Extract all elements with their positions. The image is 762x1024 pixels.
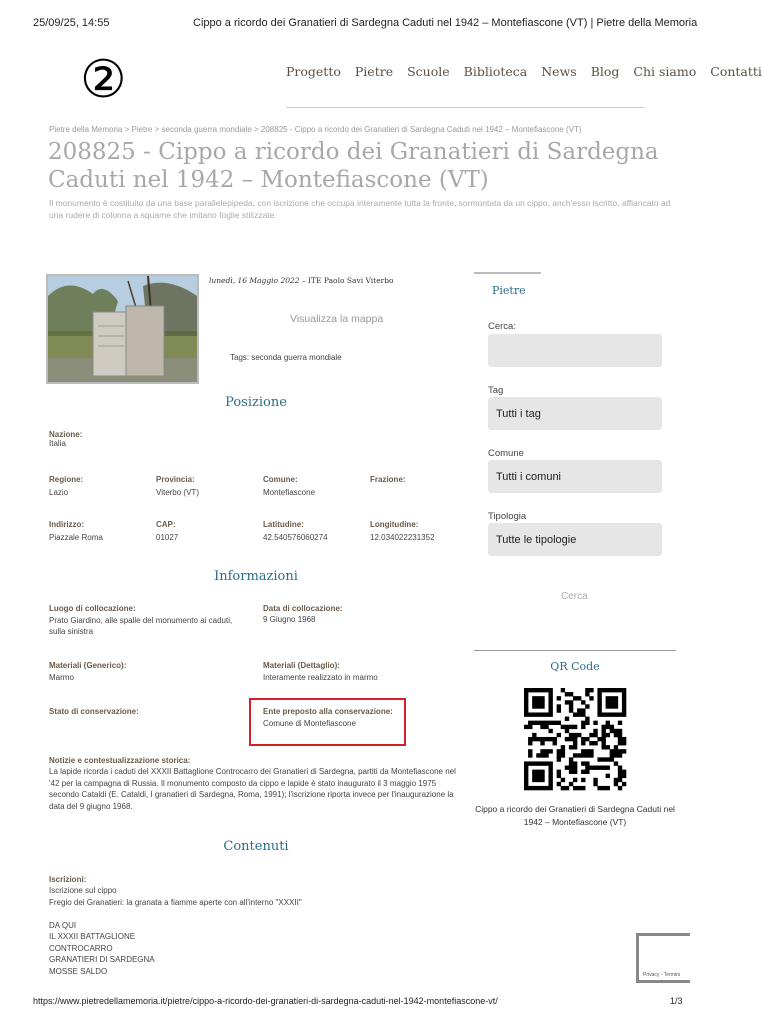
print-page: 1/3 <box>670 996 683 1006</box>
tipologia-select-value: Tutte le tipologie <box>496 533 577 546</box>
nav-pietre[interactable]: Pietre <box>354 64 394 79</box>
field-label: Latitudine: <box>263 520 304 529</box>
tag-select[interactable] <box>488 397 662 430</box>
print-doc-title: Cippo a ricordo dei Granatieri di Sardegna Caduti nel 1942 – Montefiascone (VT) | Pietre della Memoria <box>193 17 698 29</box>
recaptcha-badge[interactable] <box>636 933 690 983</box>
field-cap <box>156 520 178 542</box>
field-value: 9 Giugno 1968 <box>263 615 316 624</box>
field-value: Lazio <box>49 488 69 497</box>
field-materiali-generico <box>49 661 126 682</box>
monument-photo-image <box>48 276 197 382</box>
field-value: Marmo <box>49 673 74 682</box>
inscription-line: CONTROCARRO <box>49 943 113 953</box>
field-ente-conservazione <box>263 707 393 728</box>
field-value: Comune di Montefiascone <box>263 719 356 728</box>
inscription-line: Fregio dei Granatieri: la granata a fiamme aperte con all'interno "XXXII" <box>49 897 302 907</box>
sidebar-divider <box>474 272 541 274</box>
inscription-line: GRANATIERI DI SARDEGNA <box>49 955 155 964</box>
field-label: Materiali (Dettaglio): <box>263 661 340 670</box>
site-logo-mark: ② <box>80 50 127 110</box>
field-luogo-collocazione <box>49 604 249 637</box>
page-title: 208825 - Cippo a ricordo dei Granatieri di Sardegna Caduti nel 1942 – Montefiascone (VT) <box>48 139 659 193</box>
nav-scuole[interactable]: Scuole <box>407 64 450 79</box>
nav-chi-siamo[interactable]: Chi siamo <box>633 64 697 79</box>
field-value: Montefiascone <box>263 488 316 497</box>
field-value: Piazzale Roma <box>49 533 103 542</box>
inscription-line: IL XXXII BATTAGLIONE <box>49 932 136 941</box>
field-value: 12.034022231352 <box>370 533 435 542</box>
qr-divider <box>474 650 676 651</box>
field-stato-conservazione <box>49 707 139 716</box>
qr-code-image <box>524 688 626 790</box>
inscription-line: DA QUI <box>49 920 77 930</box>
recaptcha-links[interactable]: Privacy - Termini <box>643 972 680 978</box>
field-notizie <box>49 756 459 812</box>
field-label: Stato di conservazione: <box>49 707 139 716</box>
comune-select-value: Tutti i comuni <box>496 470 562 483</box>
field-label: Materiali (Generico): <box>49 661 127 670</box>
page-description: Il monumento è costituito da una base parallelepipeda, con iscrizione che occupa interamente tutta la fronte, sormontata da un cippo, anch'esso iscritto, affiancato ad una rudere di colonna a squame che imitano foglie stilizzate. <box>49 198 671 220</box>
field-label: Nazione: <box>49 430 83 439</box>
print-datetime: 25/09/25, 14:55 <box>33 17 110 29</box>
field-label: Provincia: <box>156 475 195 484</box>
post-author: – ITE Paolo Savi Viterbo <box>299 276 394 285</box>
field-value: Prato Giardino, alle spalle del monumento ai caduti, sulla sinistra <box>49 616 233 636</box>
field-iscrizioni <box>49 875 449 977</box>
field-frazione <box>370 475 406 488</box>
field-label: Indirizzo: <box>49 520 85 529</box>
main-nav <box>286 63 762 81</box>
field-comune <box>263 475 315 497</box>
search-label: Cerca: <box>488 321 516 332</box>
field-label: Frazione: <box>370 475 406 484</box>
field-value: Italia <box>49 439 66 448</box>
tag-select-value: Tutti i tag <box>496 407 541 420</box>
inscription-text <box>49 885 449 977</box>
qr-code-graphic <box>524 688 626 790</box>
field-regione <box>49 475 83 497</box>
nav-blog[interactable]: Blog <box>590 64 620 79</box>
field-label: Notizie e contestualizzazione storica: <box>49 756 191 765</box>
nav-news[interactable]: News <box>541 64 577 79</box>
post-meta <box>209 276 394 285</box>
tag-label: Tag <box>488 385 504 396</box>
tipologia-select[interactable] <box>488 523 662 556</box>
field-latitudine <box>263 520 328 542</box>
nav-contatti[interactable]: Contatti <box>710 64 762 79</box>
search-button[interactable]: Cerca <box>561 591 588 602</box>
field-value: 01027 <box>156 533 179 542</box>
inscription-line: MOSSE SALDO <box>49 966 108 976</box>
post-tags[interactable]: Tags: seconda guerra mondiale <box>230 353 342 362</box>
qr-title: QR Code <box>550 660 600 673</box>
qr-caption: Cippo a ricordo dei Granatieri di Sardegna Caduti nel 1942 – Montefiascone (VT) <box>475 804 675 827</box>
inscription-line: Iscrizione sul cippo <box>49 886 117 895</box>
field-label: Iscrizioni: <box>49 875 87 884</box>
field-materiali-dettaglio <box>263 661 378 682</box>
field-longitudine <box>370 520 435 542</box>
comune-label: Comune <box>488 448 524 459</box>
comune-select[interactable] <box>488 460 662 493</box>
site-logo[interactable] <box>80 52 136 108</box>
section-title-posizione: Posizione <box>225 395 287 410</box>
breadcrumb[interactable]: Pietre della Memoria > Pietre > seconda guerra mondiale > 208825 - Cippo a ricordo dei Granatieri di Sardegna Caduti nel 1942 – Montefiascone (VT) <box>49 125 582 134</box>
field-nazione <box>49 430 82 448</box>
print-url: https://www.pietredellamemoria.it/pietre/cippo-a-ricordo-dei-granatieri-di-sardegna-caduti-nel-1942-montefiascone-vt/ <box>33 996 498 1006</box>
field-label: Regione: <box>49 475 84 484</box>
field-data-collocazione <box>263 604 343 624</box>
field-indirizzo <box>49 520 103 542</box>
field-provincia <box>156 475 199 497</box>
field-value: Viterbo (VT) <box>156 488 199 497</box>
field-value: 42.540576060274 <box>263 533 328 542</box>
nav-biblioteca[interactable]: Biblioteca <box>463 64 528 79</box>
inscription-line <box>49 908 449 920</box>
search-input[interactable] <box>488 334 662 367</box>
section-title-contenuti: Contenuti <box>223 839 289 854</box>
field-label: CAP: <box>156 520 176 529</box>
section-title-informazioni: Informazioni <box>214 569 298 584</box>
field-value: Interamente realizzato in marmo <box>263 673 378 682</box>
monument-photo[interactable] <box>46 274 199 384</box>
sidebar-title: Pietre <box>492 284 526 297</box>
tipologia-label: Tipologia <box>488 511 527 522</box>
field-label: Ente preposto alla conservazione: <box>263 707 393 716</box>
field-label: Comune: <box>263 475 298 484</box>
field-label: Data di collocazione: <box>263 604 343 613</box>
nav-progetto[interactable]: Progetto <box>286 64 341 79</box>
post-date: lunedì, 16 Maggio 2022 <box>209 276 300 285</box>
nav-divider <box>286 107 644 108</box>
field-label: Luogo di collocazione: <box>49 604 136 613</box>
field-label: Longitudine: <box>370 520 419 529</box>
field-value: La lapide ricorda i caduti del XXXII Battaglione Controcarro dei Granatieri di Sardegna, partiti da Montefiascone nel '42 per la campagna di Russia. Il monumento composto da cippo e lapide è stato inaugurato il 3 maggio 1975 secondo Cataldi (E. Cataldi, I granatieri di Sardegna, Roma, 1991); l'iscrizione riporta invece per l'inaugurazione la data del 9 giugno 1968. <box>49 767 456 811</box>
map-link[interactable]: Visualizza la mappa <box>290 313 384 325</box>
